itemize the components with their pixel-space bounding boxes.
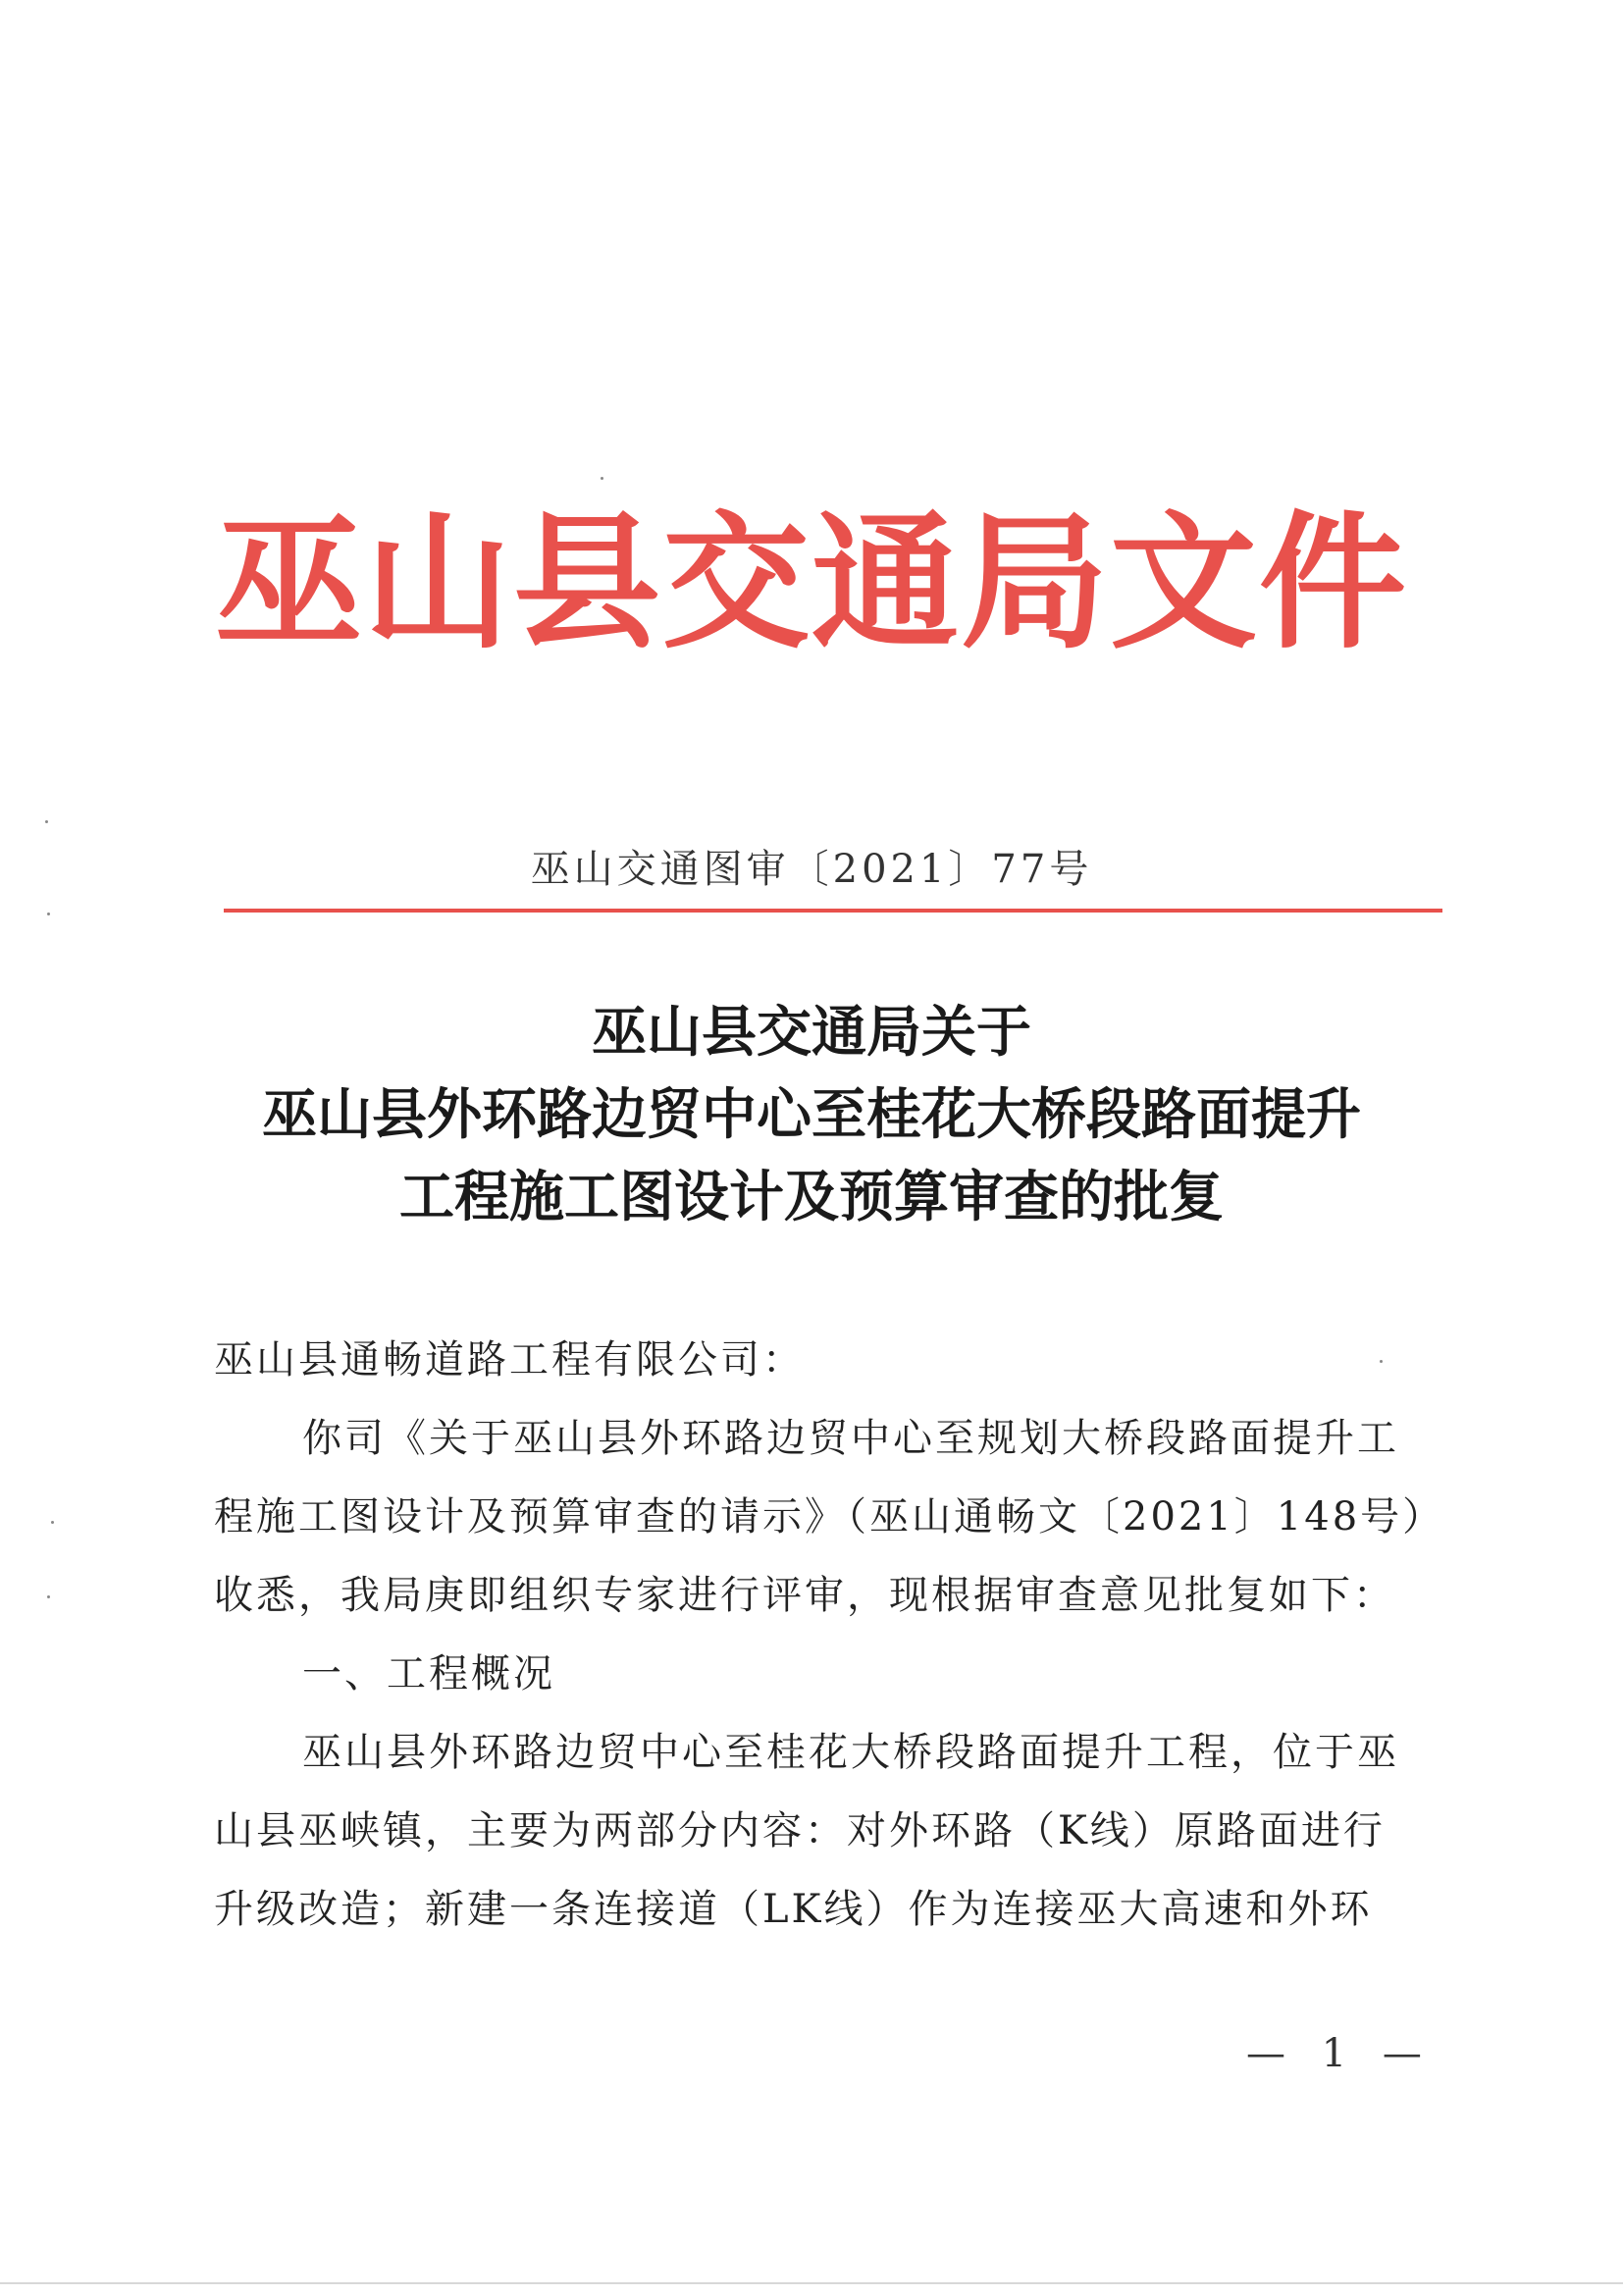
scan-speck	[45, 820, 48, 823]
document-number: 巫山交通图审〔2021〕77号	[530, 847, 1093, 892]
scan-speck	[51, 1521, 54, 1524]
body-line: 程施工图设计及预算审查的请示》（巫山通畅文〔2021〕148号）	[214, 1494, 1445, 1539]
body-line: 巫山县外环路边贸中心至桂花大桥段路面提升工程，位于巫	[302, 1730, 1399, 1775]
scan-speck	[47, 913, 50, 915]
body-line: 升级改造；新建一条连接道（LK线）作为连接巫大高速和外环	[214, 1887, 1373, 1932]
red-divider	[224, 909, 1442, 913]
body-line: 收悉，我局庚即组织专家进行评审，现根据审查意见批复如下：	[214, 1573, 1395, 1618]
subject-line: 巫山县外环路边贸中心至桂花大桥段路面提升	[262, 1082, 1361, 1147]
subject-line: 巫山县交通局关于	[592, 1000, 1031, 1065]
document-subject	[0, 991, 1623, 1238]
body-line: 山县巫峡镇，主要为两部分内容：对外环路（K线）原路面进行	[214, 1808, 1386, 1853]
section-heading: 一、工程概况	[302, 1651, 555, 1696]
issuer-header: 巫山县交通局文件	[214, 498, 1408, 669]
scan-speck	[601, 477, 603, 480]
addressee: 巫山县通畅道路工程有限公司：	[214, 1337, 805, 1383]
subject-line: 工程施工图设计及预算审查的批复	[399, 1165, 1224, 1229]
document-body	[214, 1321, 1445, 1949]
page-number: — 1 —	[1246, 2031, 1434, 2076]
scan-edge-line	[0, 2282, 1623, 2284]
scan-speck	[47, 1595, 50, 1598]
body-line: 你司《关于巫山县外环路边贸中心至规划大桥段路面提升工	[302, 1416, 1399, 1461]
